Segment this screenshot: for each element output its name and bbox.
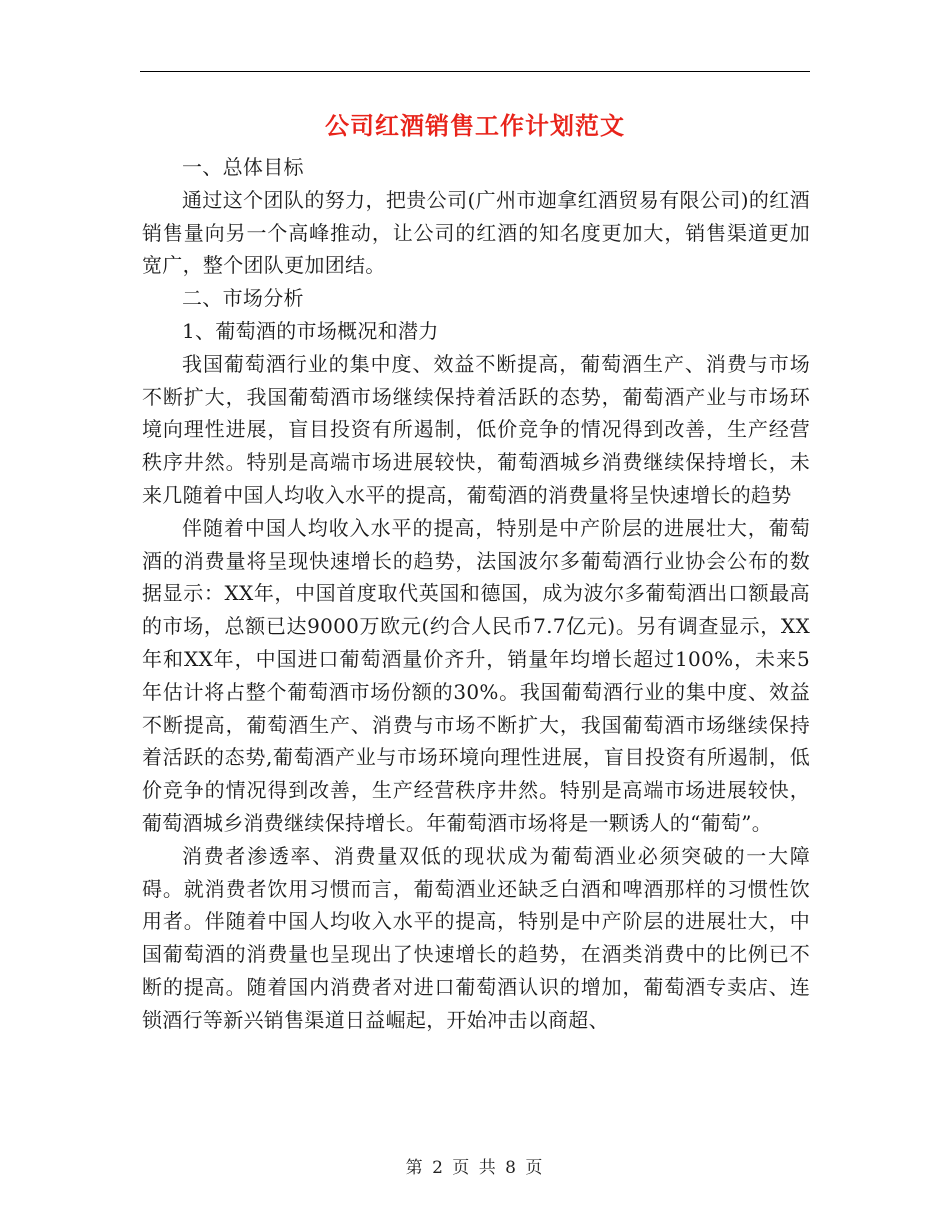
section-heading-market-analysis: 二、市场分析 [182,286,304,311]
document-body [142,151,810,1037]
paragraph-consumer-penetration: 消费者渗透率、消费量双低的现状成为葡萄酒业必须突破的一大障碍。就消费者饮用习惯而言，葡萄酒业还缺乏白酒和啤酒那样的习惯性饮用者。伴随着中国人均收入水平的提高，特别是中产阶层的进展壮大，中国葡萄酒的消费量也呈现出了快速增长的趋势，在酒类消费中的比例已不断的提高。随着国内消费者对进口葡萄酒认识的增加，葡萄酒专卖店、连锁酒行等新兴销售渠道日益崛起，开始冲击以商超、 [142,843,810,1032]
paragraph-market-overview: 我国葡萄酒行业的集中度、效益不断提高，葡萄酒生产、消费与市场不断扩大，我国葡萄酒市场继续保持着活跃的态势，葡萄酒产业与市场环境向理性进展，盲目投资有所遏制，低价竞争的情况得到改善，生产经营秩序井然。特别是高端市场进展较快，葡萄酒城乡消费继续保持增长，未来几随着中国人均收入水平的提高，葡萄酒的消费量将呈快速增长的趋势 [142,351,810,507]
paragraph-consumption-growth: 伴随着中国人均收入水平的提高，特别是中产阶层的进展壮大，葡萄酒的消费量将呈现快速增长的趋势，法国波尔多葡萄酒行业协会公布的数据显示：XX年，中国首度取代英国和德国，成为波尔多葡萄酒出口额最高的市场，总额已达9000万欧元(约合人民币7.7亿元)。另有调查显示，XX年和XX年，中国进口葡萄酒量价齐升，销量年均增长超过100%，未来5年估计将占整个葡萄酒市场份额的30%。我国葡萄酒行业的集中度、效益不断提高，葡萄酒生产、消费与市场不断扩大，我国葡萄酒市场继续保持着活跃的态势,葡萄酒产业与市场环境向理性进展，盲目投资有所遏制，低价竞争的情况得到改善，生产经营秩序井然。特别是高端市场进展较快，葡萄酒城乡消费继续保持增长。年葡萄酒市场将是一颗诱人的“葡萄”。 [142,515,810,835]
page-number-footer: 第 2 页 共 8 页 [405,1158,545,1178]
section-heading-overall-goal: 一、总体目标 [182,155,304,179]
paragraph-goal-description: 通过这个团队的努力，把贵公司(广州市迦拿红酒贸易有限公司)的红酒销售量向另一个高峰推动，让公司的红酒的知名度更加大，销售渠道更加宽广，整个团队更加团结。 [142,187,810,278]
subsection-heading-wine-market: 1、葡萄酒的市场概况和潜力 [182,318,439,343]
document-title: 公司红酒销售工作计划范文 [325,111,625,140]
header-rule [140,71,810,72]
